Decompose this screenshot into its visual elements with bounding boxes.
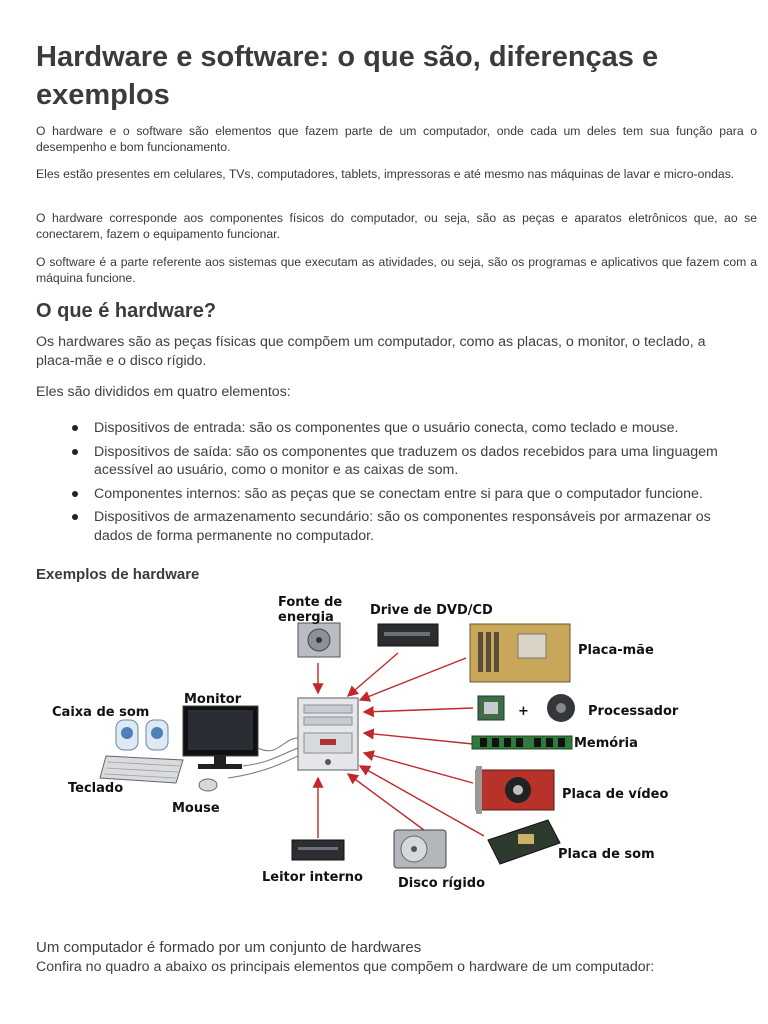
arrow-drive	[348, 653, 398, 696]
video-card-icon	[476, 766, 554, 814]
memory-icon	[472, 736, 572, 749]
bullet-icon	[72, 449, 78, 455]
bullet-icon	[72, 425, 78, 431]
power-supply-icon	[298, 623, 340, 657]
arrow-memoria	[364, 733, 473, 744]
label-teclado: Teclado	[68, 781, 124, 796]
motherboard-icon	[470, 624, 570, 682]
arrow-placa-mae	[360, 658, 466, 700]
label-memoria: Memória	[574, 736, 638, 751]
hardware-elements-list	[36, 419, 736, 550]
intro-paragraph-3: O hardware corresponde aos componentes físicos do computador, ou seja, são as peças e aparatos eletrônicos que, ao se conectarem, fazem o equipamento funcionar.	[36, 211, 757, 241]
intro-paragraph-2: Eles estão presentes em celulares, TVs, computadores, tablets, impressoras e até mesmo nas máquinas de lavar e micro-ondas.	[36, 167, 735, 181]
label-fonte-1: Fonte de	[278, 595, 343, 610]
arrow-disco	[348, 774, 428, 833]
list-item-text: Dispositivos de armazenamento secundário: são os componentes responsáveis por armazenar os dados de forma permanente no computador.	[94, 509, 711, 544]
hardware-paragraph-2: Eles são divididos em quatro elementos:	[36, 384, 291, 400]
speaker-icon	[116, 720, 168, 750]
label-drive: Drive de DVD/CD	[370, 603, 493, 618]
keyboard-icon	[100, 756, 183, 783]
dvd-drive-icon	[378, 624, 438, 646]
label-monitor: Monitor	[184, 692, 242, 707]
hard-disk-icon	[394, 830, 446, 868]
list-item-text: Dispositivos de entrada: são os componentes que o usuário conecta, como teclado e mouse.	[94, 420, 679, 436]
list-item	[36, 485, 736, 504]
hardware-paragraph-1: Os hardwares são as peças físicas que compõem um computador, como as placas, o monitor, o teclado, a placa-mãe e o disco rígido.	[36, 334, 706, 369]
list-item-text: Componentes internos: são as peças que se conectam entre si para que o computador funcione.	[94, 485, 703, 502]
list-item-text: Dispositivos de saída: são os componentes que traduzem os dados recebidos para uma linguagem acessível ao usuário, como o monitor e as caixas de som.	[94, 443, 718, 478]
computer-tower-icon	[298, 698, 358, 770]
label-disco: Disco rígido	[398, 876, 486, 891]
label-leitor: Leitor interno	[262, 870, 363, 885]
sound-card-icon	[488, 820, 560, 864]
label-processador: Processador	[588, 704, 679, 719]
arrow-processador	[364, 708, 473, 712]
arrow-placa-som	[360, 766, 484, 836]
label-placa-video: Placa de vídeo	[562, 787, 669, 802]
page-title: Hardware e software: o que são, diferenças e exemplos	[36, 41, 659, 111]
examples-heading: Exemplos de hardware	[36, 566, 200, 583]
intro-paragraph-1: O hardware e o software são elementos que fazem parte de um computador, onde cada um deles tem sua função para o desempenho e bom funcionamento.	[36, 124, 757, 154]
label-plus: +	[518, 704, 529, 719]
label-placa-som: Placa de som	[558, 847, 655, 862]
list-item	[36, 419, 736, 438]
section-heading-hardware: O que é hardware?	[36, 300, 217, 322]
monitor-icon	[183, 706, 258, 769]
bullet-icon	[72, 514, 78, 520]
figure-subcaption: Confira no quadro a abaixo os principais elementos que compõem o hardware de um computador:	[36, 959, 655, 975]
intro-paragraph-4: O software é a parte referente aos sistemas que executam as atividades, ou seja, são os programas e aplicativos que fazem com a máquina funcione.	[36, 255, 757, 285]
label-fonte-2: energia	[278, 610, 334, 625]
card-reader-icon	[292, 840, 344, 860]
hardware-examples-figure	[48, 588, 738, 893]
label-placa-mae: Placa-mãe	[578, 643, 654, 658]
label-mouse: Mouse	[172, 801, 220, 816]
figure-caption: Um computador é formado por um conjunto de hardwares	[36, 939, 422, 956]
mouse-icon	[199, 779, 217, 791]
list-item	[36, 508, 736, 545]
list-item	[36, 443, 736, 480]
label-caixa-som: Caixa de som	[52, 705, 150, 720]
arrow-placa-video	[364, 753, 473, 783]
bullet-icon	[72, 491, 78, 497]
hardware-diagram	[48, 588, 738, 893]
